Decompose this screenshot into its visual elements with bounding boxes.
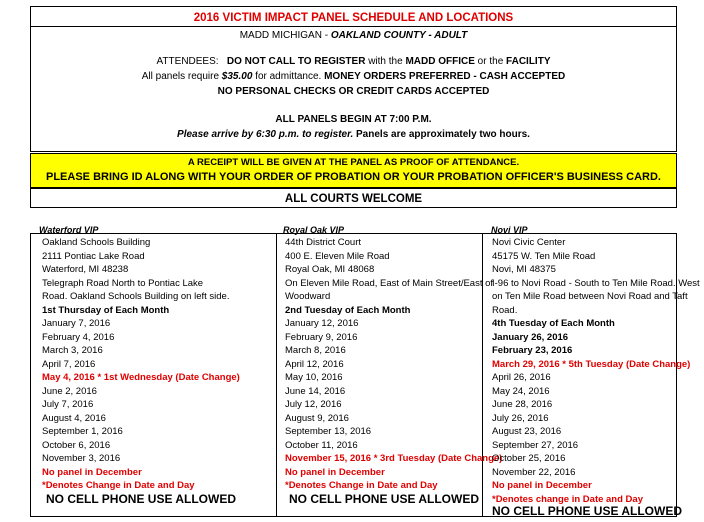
schedule-line: August 4, 2016 (42, 412, 106, 424)
schedule-line: 400 E. Eleven Mile Road (285, 250, 390, 262)
schedule-line: October 25, 2016 (492, 453, 566, 464)
no-call-text: DO NOT CALL TO REGISTER (226, 56, 366, 67)
schedule-line: May 4, 2016 * 1st Wednesday (Date Change) (42, 372, 240, 383)
schedule-line: Woodward (285, 291, 331, 302)
schedule-line: Road. Oakland Schools Building on left side. (42, 291, 230, 302)
madd-office-text: MADD OFFICE (405, 56, 475, 67)
schedule-line: 4th Tuesday of Each Month (492, 318, 615, 329)
fee-text: $35.00 (221, 71, 253, 82)
schedule-line: May 24, 2016 (492, 385, 550, 397)
schedule-line: April 7, 2016 (42, 358, 96, 370)
with-text: with the (365, 56, 406, 67)
schedule-line: Novi, MI 48375 (492, 264, 556, 275)
schedule-line: April 12, 2016 (285, 358, 344, 370)
no-checks-text: NO PERSONAL CHECKS OR CREDIT CARDS ACCEPTED (217, 86, 490, 97)
schedule-line: January 26, 2016 (492, 331, 569, 343)
schedule-line: June 28, 2016 (492, 399, 553, 410)
receipt-banner (30, 153, 677, 188)
schedule-line: Telegraph Road North to Pontiac Lake (42, 277, 204, 289)
schedule-line: May 10, 2016 (285, 372, 343, 383)
arrive-text: Please arrive by 6:30 p.m. to register. (177, 129, 354, 140)
schedule-table (30, 233, 700, 518)
schedule-line: on Ten Mile Road between Novi Road and Taft (492, 291, 688, 302)
schedule-line: November 3, 2016 (42, 453, 121, 464)
or-text: or the (474, 56, 507, 67)
schedule-line: On Eleven Mile Road, East of Main Street/East of (285, 277, 494, 289)
schedule-line: March 29, 2016 * 5th Tuesday (Date Change) (492, 358, 691, 370)
bring-id-text: PLEASE BRING ID ALONG WITH YOUR ORDER OF PROBATION OR YOUR PROBATION OFFICER'S BUSINESS CARD. (46, 171, 661, 183)
waterford-column (42, 236, 272, 516)
attendees-line-2 (31, 71, 676, 82)
schedule-line: September 13, 2016 (285, 426, 372, 437)
schedule-line: September 27, 2016 (492, 439, 579, 451)
require-text: All panels require (141, 71, 222, 82)
schedule-line: February 4, 2016 (42, 331, 115, 343)
schedule-line: February 23, 2016 (492, 345, 573, 356)
schedule-line: March 8, 2016 (285, 345, 346, 356)
schedule-line: July 12, 2016 (285, 399, 342, 410)
schedule-line: I-96 to Novi Road - South to Ten Mile Road. West (492, 277, 700, 289)
attendees-line-1 (31, 56, 676, 67)
schedule-line: January 7, 2016 (42, 318, 111, 329)
facility-text: FACILITY (506, 56, 551, 67)
schedule-line: September 1, 2016 (42, 426, 123, 437)
courts-welcome-box (30, 188, 677, 208)
novi-column (492, 236, 700, 518)
column-divider-1 (276, 234, 277, 516)
schedule-line: October 11, 2016 (285, 439, 358, 451)
schedule-line: October 6, 2016 (42, 439, 111, 451)
schedule-line: June 14, 2016 (285, 385, 346, 397)
schedule-line: Waterford, MI 48238 (42, 264, 129, 275)
schedule-line: April 26, 2016 (492, 372, 551, 383)
schedule-line: 1st Thursday of Each Month (42, 304, 170, 316)
schedule-line: No panel in December (42, 466, 142, 478)
no-cell-phone-notice: NO CELL PHONE USE ALLOWED (46, 492, 237, 506)
schedule-line: Oakland Schools Building (42, 237, 151, 248)
schedule-line: 44th District Court (285, 237, 362, 248)
header-box (30, 6, 677, 152)
subtitle-emphasis: OAKLAND COUNTY - ADULT (330, 30, 468, 41)
schedule-line: Novi Civic Center (492, 237, 566, 248)
no-cell-phone-notice: NO CELL PHONE USE ALLOWED (289, 492, 480, 506)
schedule-line: Road. (492, 304, 518, 316)
schedule-line: August 23, 2016 (492, 426, 562, 437)
schedule-line: August 9, 2016 (285, 412, 349, 424)
schedule-line: *Denotes Change in Date and Day (285, 480, 438, 491)
schedule-line: No panel in December (285, 466, 385, 478)
schedule-line: *Denotes change in Date and Day (492, 493, 643, 505)
subtitle (31, 30, 676, 41)
schedule-line: *Denotes Change in Date and Day (42, 480, 195, 491)
no-cell-phone-notice: NO CELL PHONE USE ALLOWED (492, 504, 683, 518)
schedule-line: July 26, 2016 (492, 412, 549, 424)
schedule-line: No panel in December (492, 480, 592, 491)
schedule-line: November 15, 2016 * 3rd Tuesday (Date Change) (285, 453, 503, 464)
begin-line-1 (31, 114, 676, 125)
begin-line-2 (31, 129, 676, 140)
admittance-text: for admittance. (252, 71, 325, 82)
schedule-line: 2nd Tuesday of Each Month (285, 304, 411, 316)
receipt-text: A RECEIPT WILL BE GIVEN AT THE PANEL AS PROOF OF ATTENDANCE. (187, 157, 520, 168)
waterford-heading: Waterford VIP (39, 225, 99, 235)
duration-text: Panels are approximately two hours. (353, 129, 530, 140)
schedule-line: Royal Oak, MI 48068 (285, 264, 375, 275)
royal-oak-heading: Royal Oak VIP (283, 225, 345, 235)
page-title: 2016 VICTIM IMPACT PANEL SCHEDULE AND LOCATIONS (193, 12, 514, 24)
courts-welcome-text: ALL COURTS WELCOME (284, 193, 423, 205)
royal-oak-column (285, 236, 503, 516)
subtitle-prefix: MADD MICHIGAN - (239, 30, 331, 41)
begin-time-text: ALL PANELS BEGIN AT 7:00 P.M. (275, 114, 432, 125)
schedule-line: March 3, 2016 (42, 345, 103, 356)
schedule-line: January 12, 2016 (285, 318, 359, 329)
attendees-label: ATTENDEES: (156, 56, 227, 67)
schedule-line: 45175 W. Ten Mile Road (492, 250, 596, 262)
schedule-line: November 22, 2016 (492, 466, 576, 478)
schedule-line: June 2, 2016 (42, 385, 97, 397)
schedule-line: July 7, 2016 (42, 399, 94, 410)
schedule-line: 2111 Pontiac Lake Road (42, 250, 145, 262)
schedule-line: February 9, 2016 (285, 331, 358, 343)
novi-heading: Novi VIP (491, 225, 528, 235)
attendees-line-3 (31, 86, 676, 97)
money-orders-text: MONEY ORDERS PREFERRED - CASH ACCEPTED (324, 71, 566, 82)
